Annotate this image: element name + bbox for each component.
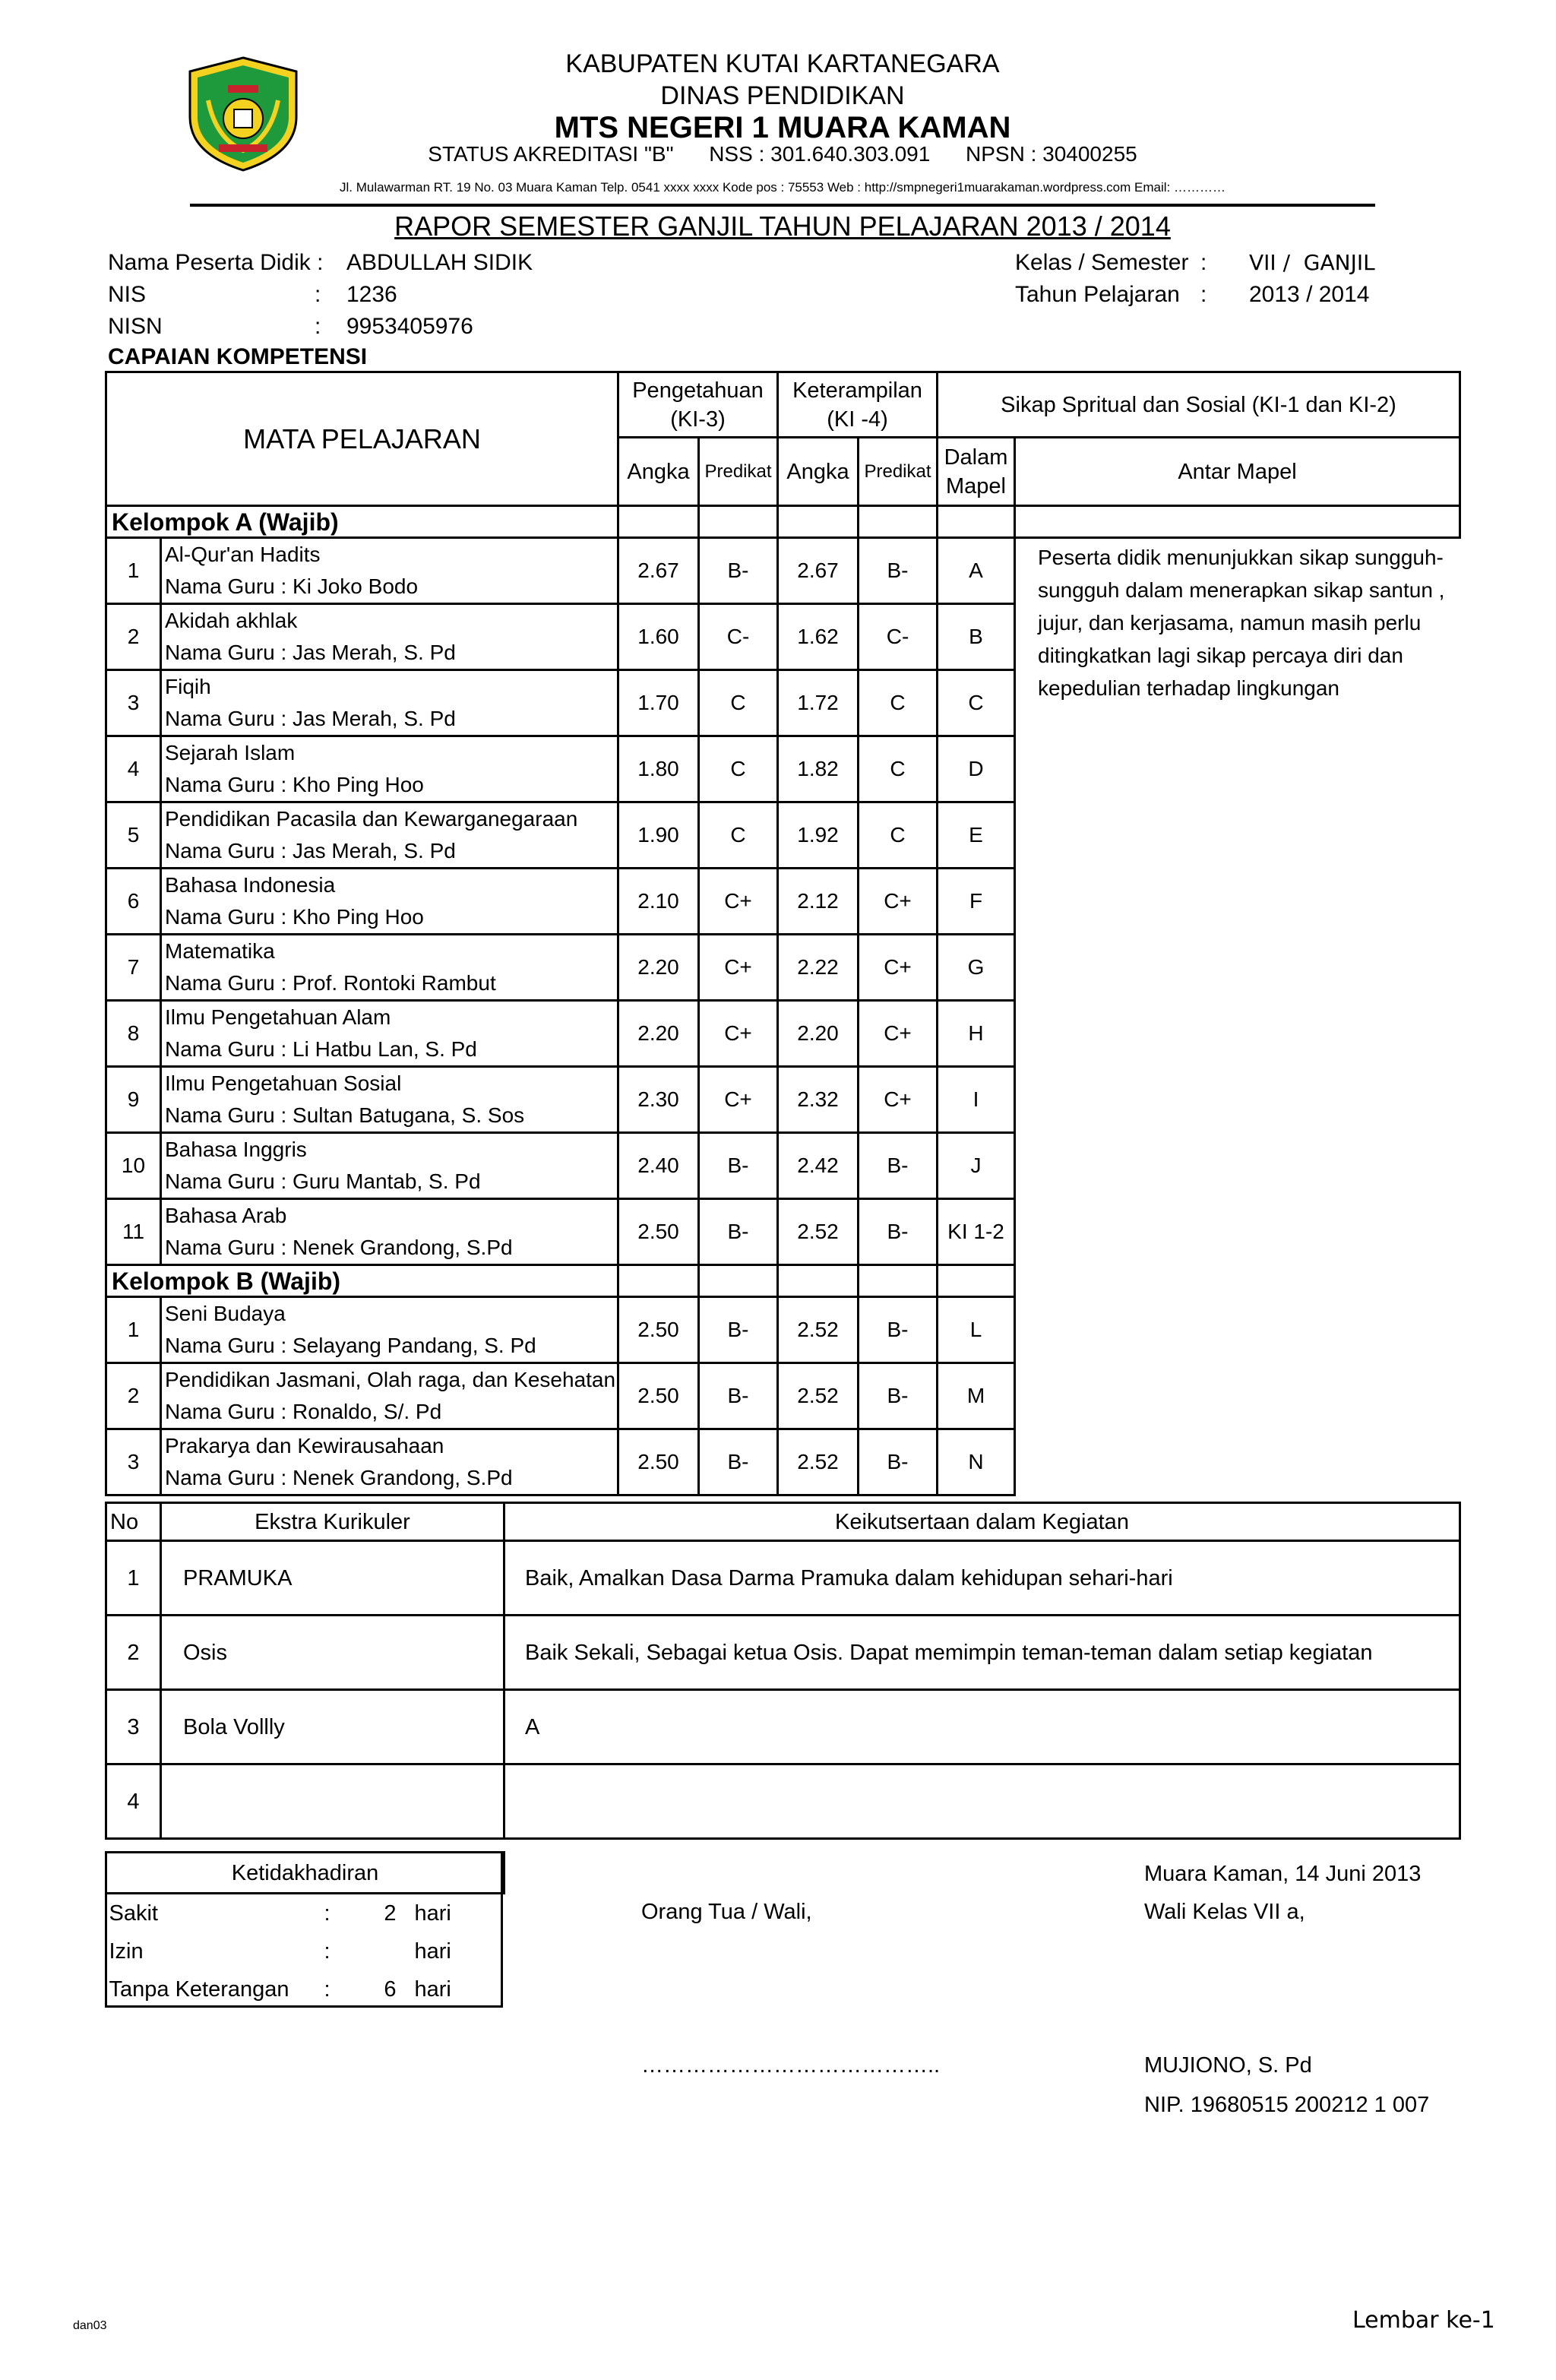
place-date: Muara Kaman, 14 Juni 2013 (1144, 1862, 1422, 1886)
angka-keterampilan: 2.52 (778, 1297, 859, 1363)
angka-pengetahuan: 1.60 (618, 604, 699, 670)
subject-teacher: Nama Guru : Guru Mantab, S. Pd (165, 1169, 481, 1193)
subject-number: 9 (106, 1067, 161, 1133)
subject-teacher: Nama Guru : Ronaldo, S/. Pd (165, 1400, 442, 1423)
subject-teacher: Nama Guru : Nenek Grandong, S.Pd (165, 1236, 513, 1259)
subject-name: Prakarya dan Kewirausahaan (165, 1434, 444, 1457)
sikap-dalam-mapel: A (938, 538, 1015, 604)
sikap-dalam-mapel: J (938, 1133, 1015, 1199)
tahun-value: 2013 / 2014 (1249, 282, 1370, 307)
subject-cell (161, 1001, 618, 1067)
angka-keterampilan: 2.20 (778, 1001, 859, 1067)
subject-number: 2 (106, 1363, 161, 1429)
ekstra-name: Bola Vollly (161, 1690, 504, 1764)
sikap-dalam-mapel: C (938, 670, 1015, 736)
ekstra-desc: Baik, Amalkan Dasa Darma Pramuka dalam kehidupan sehari-hari (504, 1541, 1460, 1616)
sikap-antar-mapel (1015, 1067, 1460, 1133)
group-row (106, 506, 1460, 538)
ekstra-table (105, 1502, 1461, 1840)
subject-row (106, 1133, 1460, 1199)
wali-kelas-label: Wali Kelas VII a, (1144, 1900, 1305, 1924)
ekstra-row (106, 1764, 1460, 1839)
angka-pengetahuan: 2.50 (618, 1429, 699, 1495)
angka-pengetahuan: 2.50 (618, 1363, 699, 1429)
sikap-dalam-mapel: KI 1-2 (938, 1199, 1015, 1265)
angka-pengetahuan: 2.20 (618, 935, 699, 1001)
kop-divider (190, 204, 1375, 207)
predikat-keterampilan: C- (859, 604, 938, 670)
subject-cell (161, 1199, 618, 1265)
kop-dinas: DINAS PENDIDIKAN (660, 81, 905, 110)
predikat-pengetahuan: C (699, 802, 778, 869)
ekstra-header-no: No (106, 1503, 161, 1541)
subject-cell (161, 604, 618, 670)
shield-emblem-icon (185, 55, 301, 173)
sikap-antar-mapel (1015, 1001, 1460, 1067)
group-empty-cell (699, 506, 778, 538)
orang-tua-signature-line: ………………………………….. (641, 2053, 941, 2078)
sikap-dalam-mapel: L (938, 1297, 1015, 1363)
sikap-dalam-mapel: H (938, 1001, 1015, 1067)
ekstra-name (161, 1764, 504, 1839)
kop-address: Jl. Mulawarman RT. 19 No. 03 Muara Kaman Telp. 0541 xxxx xxxx Kode pos : 75553 Web : http://smpnegeri1muarakaman.wordpress.com Email: ………… (340, 180, 1226, 195)
ekstra-desc (504, 1764, 1460, 1839)
predikat-keterampilan: B- (859, 538, 938, 604)
subject-name: Ilmu Pengetahuan Sosial (165, 1071, 402, 1095)
kelas-colon: : (1200, 250, 1207, 275)
subject-name: Ilmu Pengetahuan Alam (165, 1005, 391, 1029)
subject-cell (161, 802, 618, 869)
predikat-keterampilan: C+ (859, 869, 938, 935)
absen-label: Izin (109, 1939, 144, 1964)
absen-title: Ketidakhadiran (106, 1853, 504, 1894)
subject-cell (161, 1429, 618, 1495)
angka-keterampilan: 2.52 (778, 1199, 859, 1265)
group-row (106, 1265, 1460, 1297)
sikap-description: Peserta didik menunjukkan sikap sungguh-sungguh dalam menerapkan sikap santun , jujur, dan kerjasama, namun masih perlu ditingkatkan lagi sikap percaya diri dan kepedulian terhadap lingkungan (1038, 546, 1445, 700)
subject-teacher: Nama Guru : Sultan Batugana, S. Sos (165, 1103, 525, 1127)
sikap-dalam-mapel: D (938, 736, 1015, 802)
angka-pengetahuan: 2.50 (618, 1297, 699, 1363)
angka-keterampilan: 2.52 (778, 1363, 859, 1429)
kelas-value: VII / GANJIL (1249, 250, 1375, 275)
subject-number: 3 (106, 670, 161, 736)
absen-row (106, 1894, 504, 1933)
subject-number: 4 (106, 736, 161, 802)
predikat-keterampilan: B- (859, 1133, 938, 1199)
subject-name: Bahasa Indonesia (165, 873, 336, 897)
predikat-pengetahuan: C (699, 736, 778, 802)
subject-number: 1 (106, 538, 161, 604)
subject-name: Fiqih (165, 675, 211, 698)
subject-teacher: Nama Guru : Kho Ping Hoo (165, 905, 424, 929)
subject-name: Pendidikan Pacasila dan Kewarganegaraan (165, 807, 578, 831)
ekstra-desc: A (504, 1690, 1460, 1764)
absen-value (346, 1932, 407, 1970)
ekstra-no: 2 (106, 1616, 161, 1690)
absen-value: 2 (384, 1901, 397, 1926)
angka-keterampilan: 1.92 (778, 802, 859, 869)
predikat-pengetahuan: B- (699, 538, 778, 604)
angka-keterampilan: 2.42 (778, 1133, 859, 1199)
sikap-antar-mapel (1015, 1133, 1460, 1199)
sikap-antar-mapel (1015, 1363, 1460, 1429)
subject-name: Matematika (165, 939, 275, 963)
subject-row (106, 1067, 1460, 1133)
sikap-dalam-mapel: G (938, 935, 1015, 1001)
angka-pengetahuan: 2.67 (618, 538, 699, 604)
group-empty-cell (778, 1265, 859, 1297)
sikap-dalam-mapel: N (938, 1429, 1015, 1495)
sikap-antar-mapel (1015, 1199, 1460, 1265)
header-mata-pelajaran: MATA PELAJARAN (106, 372, 618, 506)
sikap-dalam-mapel: I (938, 1067, 1015, 1133)
report-title: RAPOR SEMESTER GANJIL TAHUN PELAJARAN 2013 / 2014 (394, 210, 1171, 242)
subject-teacher: Nama Guru : Jas Merah, S. Pd (165, 641, 456, 664)
angka-keterampilan: 2.22 (778, 935, 859, 1001)
subject-teacher: Nama Guru : Li Hatbu Lan, S. Pd (165, 1037, 477, 1061)
kop-school-name: MTS NEGERI 1 MUARA KAMAN (554, 111, 1011, 144)
angka-keterampilan: 2.32 (778, 1067, 859, 1133)
absen-colon: : (324, 1977, 330, 2002)
angka-pengetahuan: 2.10 (618, 869, 699, 935)
absen-table (105, 1851, 505, 2008)
sikap-antar-mapel (1015, 802, 1460, 869)
tahun-label: Tahun Pelajaran (1015, 282, 1180, 307)
angka-keterampilan: 1.72 (778, 670, 859, 736)
nisn-label: NISN (108, 314, 163, 339)
group-title: Kelompok A (Wajib) (106, 506, 618, 538)
subject-name: Bahasa Inggris (165, 1138, 307, 1161)
subject-row (106, 1199, 1460, 1265)
absen-row (106, 1932, 504, 1970)
predikat-pengetahuan: C+ (699, 1001, 778, 1067)
subject-name: Sejarah Islam (165, 741, 296, 764)
kelas-label: Kelas / Semester (1015, 250, 1189, 275)
ekstra-row (106, 1541, 1460, 1616)
ekstra-no: 1 (106, 1541, 161, 1616)
nama-label: Nama Peserta Didik : (108, 250, 324, 275)
sikap-antar-mapel (1015, 1297, 1460, 1363)
group-empty-cell (618, 1265, 699, 1297)
header-angka-p: Angka (618, 438, 699, 506)
subject-cell (161, 538, 618, 604)
predikat-pengetahuan: C+ (699, 869, 778, 935)
absen-row (106, 1970, 504, 2008)
subject-teacher: Nama Guru : Jas Merah, S. Pd (165, 707, 456, 730)
predikat-keterampilan: C (859, 670, 938, 736)
absen-unit: hari (414, 1939, 451, 1964)
group-empty-cell (859, 1265, 938, 1297)
header-pengetahuan: Pengetahuan (KI-3) (618, 372, 778, 438)
subject-number: 5 (106, 802, 161, 869)
subject-row (106, 1297, 1460, 1363)
predikat-keterampilan: B- (859, 1199, 938, 1265)
angka-keterampilan: 2.67 (778, 538, 859, 604)
subject-teacher: Nama Guru : Nenek Grandong, S.Pd (165, 1466, 513, 1489)
subject-row (106, 1429, 1460, 1495)
subject-row (106, 935, 1460, 1001)
predikat-pengetahuan: B- (699, 1429, 778, 1495)
sikap-antar-mapel (1015, 736, 1460, 802)
ekstra-name: PRAMUKA (161, 1541, 504, 1616)
kop-status: STATUS AKREDITASI "B" NSS : 301.640.303.091 NPSN : 30400255 (428, 142, 1137, 166)
subject-cell (161, 869, 618, 935)
predikat-pengetahuan: B- (699, 1363, 778, 1429)
nis-value: 1236 (346, 282, 397, 307)
sikap-dalam-mapel: E (938, 802, 1015, 869)
angka-pengetahuan: 1.80 (618, 736, 699, 802)
header-antar-mapel: Antar Mapel (1015, 438, 1460, 506)
subject-name: Pendidikan Jasmani, Olah raga, dan Kesehatan (165, 1368, 616, 1391)
sikap-antar-mapel (1015, 869, 1460, 935)
orang-tua-label: Orang Tua / Wali, (641, 1900, 812, 1924)
subject-teacher: Nama Guru : Jas Merah, S. Pd (165, 839, 456, 862)
angka-pengetahuan: 1.90 (618, 802, 699, 869)
ekstra-header-name: Ekstra Kurikuler (161, 1503, 504, 1541)
subject-cell (161, 1363, 618, 1429)
absen-value: 6 (384, 1977, 397, 2002)
predikat-keterampilan: C (859, 802, 938, 869)
angka-pengetahuan: 2.50 (618, 1199, 699, 1265)
teacher-nip: NIP. 19680515 200212 1 007 (1144, 2093, 1430, 2117)
subject-row (106, 802, 1460, 869)
ekstra-desc: Baik Sekali, Sebagai ketua Osis. Dapat memimpin teman-teman dalam setiap kegiatan (504, 1616, 1460, 1690)
subject-cell (161, 935, 618, 1001)
ekstra-name: Osis (161, 1616, 504, 1690)
grades-table (105, 371, 1461, 1496)
subject-cell (161, 670, 618, 736)
nisn-colon: : (315, 314, 321, 339)
angka-keterampilan: 1.82 (778, 736, 859, 802)
sikap-antar-mapel (1015, 935, 1460, 1001)
teacher-name: MUJIONO, S. Pd (1144, 2053, 1312, 2078)
angka-pengetahuan: 2.30 (618, 1067, 699, 1133)
absen-colon: : (324, 1901, 330, 1926)
subject-cell (161, 1297, 618, 1363)
subject-name: Akidah akhlak (165, 609, 298, 632)
footer-code: dan03 (73, 2319, 107, 2332)
subject-number: 11 (106, 1199, 161, 1265)
group-empty-cell (938, 506, 1015, 538)
group-empty-cell (618, 506, 699, 538)
absen-label: Tanpa Keterangan (109, 1977, 289, 2002)
ekstra-header-desc: Keikutsertaan dalam Kegiatan (504, 1503, 1460, 1541)
predikat-pengetahuan: C+ (699, 1067, 778, 1133)
absen-colon: : (324, 1939, 330, 1964)
ekstra-no: 4 (106, 1764, 161, 1839)
subject-name: Al-Qur'an Hadits (165, 543, 321, 566)
nisn-value: 9953405976 (346, 314, 473, 339)
predikat-keterampilan: B- (859, 1297, 938, 1363)
angka-keterampilan: 2.52 (778, 1429, 859, 1495)
subject-cell (161, 1067, 618, 1133)
predikat-pengetahuan: C- (699, 604, 778, 670)
sikap-dalam-mapel: M (938, 1363, 1015, 1429)
subject-number: 7 (106, 935, 161, 1001)
predikat-pengetahuan: B- (699, 1199, 778, 1265)
predikat-pengetahuan: C (699, 670, 778, 736)
ekstra-row (106, 1690, 1460, 1764)
ekstra-no: 3 (106, 1690, 161, 1764)
predikat-pengetahuan: B- (699, 1133, 778, 1199)
header-sikap: Sikap Spritual dan Sosial (KI-1 dan KI-2) (938, 372, 1460, 438)
header-dalam-mapel: Dalam Mapel (938, 438, 1015, 506)
subject-number: 2 (106, 604, 161, 670)
predikat-keterampilan: B- (859, 1429, 938, 1495)
subject-number: 8 (106, 1001, 161, 1067)
footer-sheet: Lembar ke-1 (1352, 2307, 1495, 2334)
ekstra-row (106, 1616, 1460, 1690)
sikap-dalam-mapel: B (938, 604, 1015, 670)
kop-kabupaten: KABUPATEN KUTAI KARTANEGARA (565, 49, 1000, 78)
angka-pengetahuan: 2.40 (618, 1133, 699, 1199)
header-predikat-k: Predikat (859, 438, 938, 506)
predikat-pengetahuan: B- (699, 1297, 778, 1363)
subject-cell (161, 1133, 618, 1199)
subject-name: Bahasa Arab (165, 1204, 287, 1227)
subject-number: 6 (106, 869, 161, 935)
group-antar-cell (1015, 1265, 1460, 1297)
angka-keterampilan: 2.12 (778, 869, 859, 935)
group-title: Kelompok B (Wajib) (106, 1265, 618, 1297)
group-empty-cell (859, 506, 938, 538)
sikap-antar-mapel (1015, 1429, 1460, 1495)
subject-number: 3 (106, 1429, 161, 1495)
group-empty-cell (699, 1265, 778, 1297)
group-empty-cell (938, 1265, 1015, 1297)
subject-row (106, 869, 1460, 935)
absen-label: Sakit (109, 1901, 158, 1926)
subject-name: Seni Budaya (165, 1302, 286, 1325)
angka-pengetahuan: 1.70 (618, 670, 699, 736)
group-empty-cell (778, 506, 859, 538)
absen-unit: hari (414, 1901, 451, 1926)
sikap-dalam-mapel: F (938, 869, 1015, 935)
angka-keterampilan: 1.62 (778, 604, 859, 670)
predikat-keterampilan: C+ (859, 1001, 938, 1067)
nis-colon: : (315, 282, 321, 307)
predikat-keterampilan: C+ (859, 935, 938, 1001)
subject-teacher: Nama Guru : Kho Ping Hoo (165, 773, 424, 796)
group-antar-cell (1015, 506, 1460, 538)
subject-cell (161, 736, 618, 802)
tahun-colon: : (1200, 282, 1207, 307)
nis-label: NIS (108, 282, 147, 307)
header-keterampilan: Keterampilan (KI -4) (778, 372, 938, 438)
predikat-pengetahuan: C+ (699, 935, 778, 1001)
school-logo (185, 55, 301, 173)
subject-number: 10 (106, 1133, 161, 1199)
subject-teacher: Nama Guru : Ki Joko Bodo (165, 574, 419, 598)
subject-row (106, 736, 1460, 802)
subject-teacher: Nama Guru : Selayang Pandang, S. Pd (165, 1334, 536, 1357)
header-predikat-p: Predikat (699, 438, 778, 506)
subject-teacher: Nama Guru : Prof. Rontoki Rambut (165, 971, 496, 995)
subject-number: 1 (106, 1297, 161, 1363)
header-angka-k: Angka (778, 438, 859, 506)
capaian-title: CAPAIAN KOMPETENSI (108, 344, 368, 369)
predikat-keterampilan: C (859, 736, 938, 802)
subject-row (106, 1363, 1460, 1429)
subject-row (106, 1001, 1460, 1067)
angka-pengetahuan: 2.20 (618, 1001, 699, 1067)
predikat-keterampilan: B- (859, 1363, 938, 1429)
nama-value: ABDULLAH SIDIK (346, 250, 533, 275)
absen-unit: hari (414, 1977, 451, 2002)
predikat-keterampilan: C+ (859, 1067, 938, 1133)
